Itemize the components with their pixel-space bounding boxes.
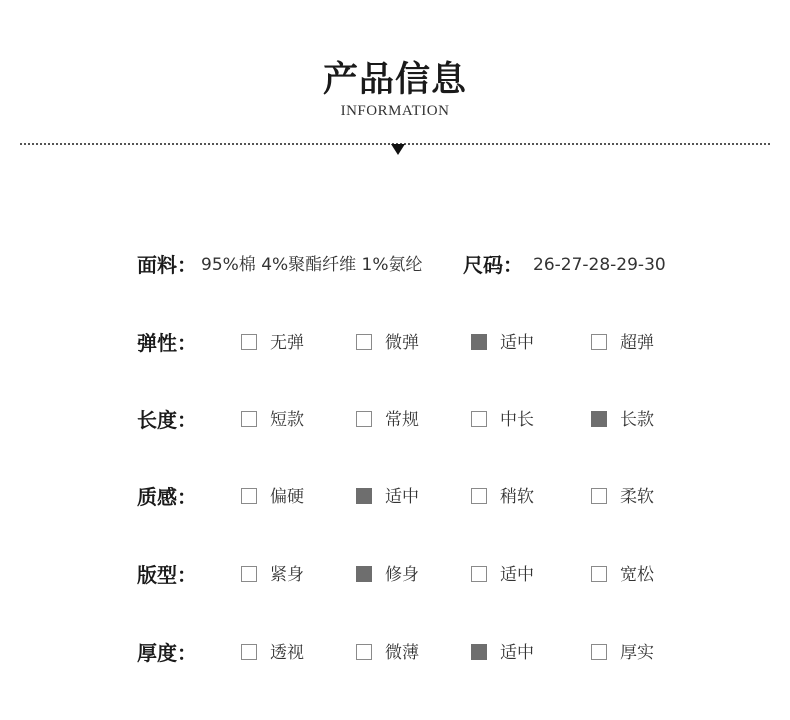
unchecked-box-icon	[241, 411, 257, 427]
attribute-option	[241, 482, 351, 512]
unchecked-box-icon	[591, 334, 607, 350]
attribute-option	[591, 482, 701, 512]
attribute-row	[137, 560, 757, 590]
unchecked-box-icon	[471, 488, 487, 504]
checked-box-icon	[356, 566, 372, 582]
attribute-option	[471, 638, 581, 668]
unchecked-box-icon	[241, 488, 257, 504]
option-label: 稍软	[500, 487, 534, 507]
attribute-label: 质感：	[137, 485, 197, 509]
attribute-row	[137, 482, 757, 512]
option-label: 微弹	[385, 333, 419, 353]
attribute-option	[241, 405, 351, 435]
option-label: 短款	[270, 410, 304, 430]
option-label: 适中	[500, 333, 534, 353]
option-label: 超弹	[620, 333, 654, 353]
option-label: 紧身	[270, 565, 304, 585]
attribute-option	[471, 405, 581, 435]
attribute-option	[471, 482, 581, 512]
option-label: 无弹	[270, 333, 304, 353]
unchecked-box-icon	[591, 488, 607, 504]
checked-box-icon	[471, 334, 487, 350]
attribute-option	[356, 560, 466, 590]
option-label: 微薄	[385, 643, 419, 663]
option-label: 长款	[620, 410, 654, 430]
size-label: 尺码：	[463, 253, 523, 277]
attribute-option	[591, 638, 701, 668]
checked-box-icon	[471, 644, 487, 660]
fabric-label: 面料：	[137, 253, 197, 277]
attribute-label: 版型：	[137, 563, 197, 587]
option-label: 柔软	[620, 487, 654, 507]
unchecked-box-icon	[356, 411, 372, 427]
option-label: 宽松	[620, 565, 654, 585]
option-label: 常规	[385, 410, 419, 430]
attribute-label: 长度：	[137, 408, 197, 432]
attribute-row	[137, 405, 757, 435]
checked-box-icon	[356, 488, 372, 504]
attribute-option	[356, 405, 466, 435]
page-subtitle: INFORMATION	[340, 103, 450, 119]
option-label: 透视	[270, 643, 304, 663]
arrow-down-icon	[391, 144, 405, 155]
attribute-option	[356, 328, 466, 358]
attribute-option	[356, 482, 466, 512]
unchecked-box-icon	[241, 566, 257, 582]
unchecked-box-icon	[356, 334, 372, 350]
option-label: 适中	[500, 643, 534, 663]
attribute-option	[241, 328, 351, 358]
unchecked-box-icon	[241, 644, 257, 660]
attribute-label: 弹性：	[137, 331, 197, 355]
attribute-option	[471, 560, 581, 590]
unchecked-box-icon	[471, 566, 487, 582]
unchecked-box-icon	[591, 566, 607, 582]
attribute-option	[356, 638, 466, 668]
attribute-option	[591, 405, 701, 435]
option-label: 适中	[385, 487, 419, 507]
option-label: 修身	[385, 565, 419, 585]
option-label: 适中	[500, 565, 534, 585]
attribute-row	[137, 328, 757, 358]
attribute-option	[591, 328, 701, 358]
attribute-option	[241, 560, 351, 590]
attribute-row	[137, 638, 757, 668]
attribute-option	[241, 638, 351, 668]
unchecked-box-icon	[591, 644, 607, 660]
size-value: 26-27-28-29-30	[533, 255, 666, 275]
fabric-value: 95%棉 4%聚酯纤维 1%氨纶	[201, 255, 423, 275]
attribute-option	[471, 328, 581, 358]
spec-row	[137, 250, 757, 280]
option-label: 厚实	[620, 643, 654, 663]
page-title: 产品信息	[322, 60, 467, 100]
attribute-label: 厚度：	[137, 641, 197, 665]
option-label: 偏硬	[270, 487, 304, 507]
unchecked-box-icon	[471, 411, 487, 427]
unchecked-box-icon	[356, 644, 372, 660]
option-label: 中长	[500, 410, 534, 430]
checked-box-icon	[591, 411, 607, 427]
attribute-option	[591, 560, 701, 590]
unchecked-box-icon	[241, 334, 257, 350]
